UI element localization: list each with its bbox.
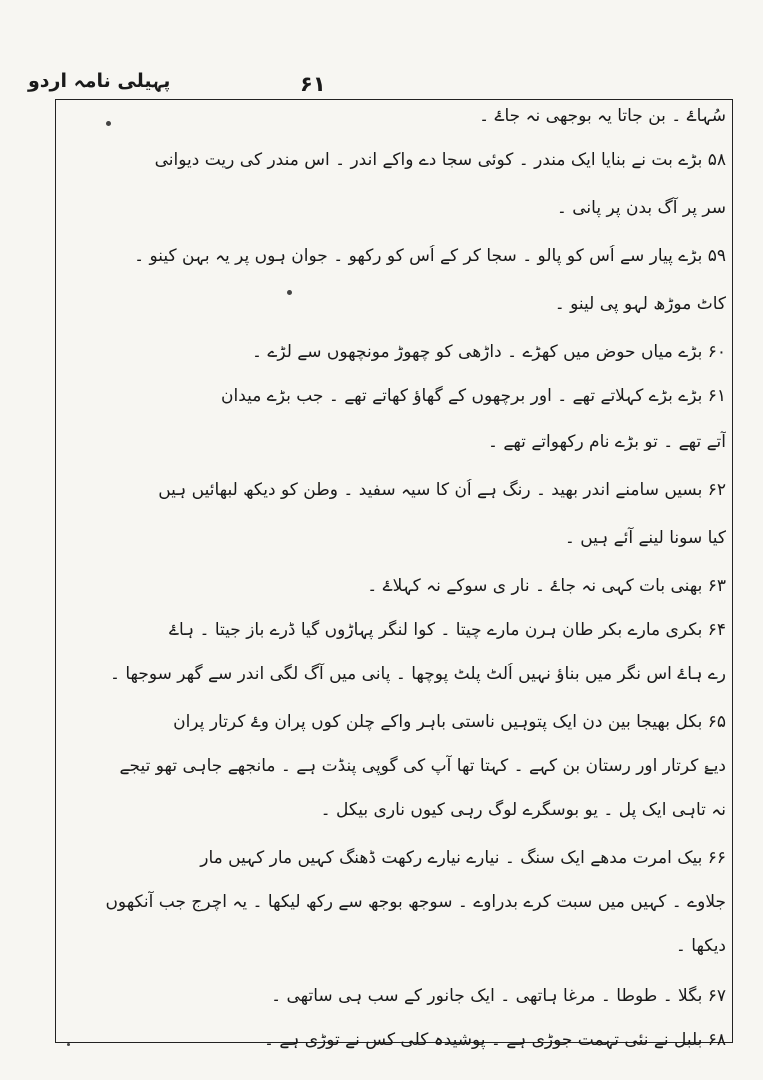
text-line: دیکھا ۔ [675, 936, 726, 956]
text-line: دیۓ کرتار اور رستان بن کہے ۔ کہتا تھا آپ کی گوپی پنڈت ہے ۔ مانجھے جاہی تھو تیجے [119, 756, 726, 776]
text-line: جلاوے ۔ کہیں میں سبت کرے بدراوے ۔ سوجھ بوجھ سے رکھ لیکھا ۔ یہ اچرج جب آنکھوں [105, 892, 726, 912]
text-line: آتے تھے ۔ تو بڑے نام رکھواتے تھے ۔ [488, 432, 726, 452]
ink-speck [106, 121, 111, 126]
text-line: نہ تاہی ایک پل ۔ یو بوسگرے لوگ رہی کیوں ناری بیکل ۔ [320, 800, 726, 820]
text-line: ۵۹ بڑے پیار سے اُس کو پالو ۔ سجا کر کے اُس کو رکھو ۔ جوان ہوں پر یہ بہن کینو ۔ [134, 246, 726, 266]
ink-speck [67, 1043, 70, 1046]
page-number: ۶۱ [300, 72, 326, 96]
text-line: ۶۳ بھنی بات کہی نہ جاۓ ۔ نار ی سوکے نہ کہلاۓ ۔ [367, 576, 726, 596]
text-line: ۶۴ بکری مارے بکر طان ہرن مارے چیتا ۔ کوا لنگر پہاڑوں گیا ڈرے باز جیتا ۔ ہاۓ [168, 620, 726, 640]
text-line: سر پر آگ بدن پر پانی ۔ [556, 198, 726, 218]
running-header-title: پہیلی نامہ اردو [28, 70, 171, 92]
text-line: ۶۷ بگلا ۔ طوطا ۔ مرغا ہاتھی ۔ ایک جانور کے سب ہی ساتھی ۔ [271, 986, 726, 1006]
ink-speck [287, 290, 292, 295]
text-line: ۶۵ بکل بھیجا بین دن ایک پتوہیں ناستی باہر واکے چلن کوں پران وۓ کرتار پران [173, 712, 726, 732]
text-line: کیا سونا لینے آئے ہیں ۔ [564, 528, 726, 548]
text-line: ۶۱ بڑے بڑے کہلاتے تھے ۔ اور برچھوں کے گھاؤ کھاتے تھے ۔ جب بڑے میدان [220, 386, 726, 406]
text-line: ۶۰ بڑے میاں حوض میں کھڑے ۔ داڑھی کو چھوڑ مونچھوں سے لڑے ۔ [252, 342, 726, 362]
riddle-text-block [62, 105, 726, 1051]
text-line: ۵۸ بڑے بت نے بنایا ایک مندر ۔ کوئی سجا دے واکے اندر ۔ اس مندر کی ریت دیوانی [154, 150, 726, 170]
text-line: ۶۸ بلبل نے نئی تہمت جوڑی ہے ۔ پوشیدہ کلی کس نے توڑی ہے ۔ [264, 1030, 726, 1050]
text-line: کاٹ موڑھ لہو پی لینو ۔ [554, 294, 726, 314]
text-line: سُہاۓ ۔ بن جاتا یہ بوجھی نہ جاۓ ۔ [479, 106, 726, 126]
text-line: ۶۶ بیک امرت مدھے ایک سنگ ۔ نیارے نیارے رکھت ڈھنگ کہیں مار کہیں مار [200, 848, 726, 868]
text-line: رے ہاۓ اس نگر میں بناؤ نہیں اُلٹ پلٹ پوچھا ۔ پانی میں آگ لگی اندر سے گھر سوجھا ۔ [109, 664, 726, 684]
text-line: ۶۲ بسیں سامنے اندر بھید ۔ رنگ ہے اُن کا سیہ سفید ۔ وطن کو دیکھ لبھائیں ہیں [158, 480, 726, 500]
